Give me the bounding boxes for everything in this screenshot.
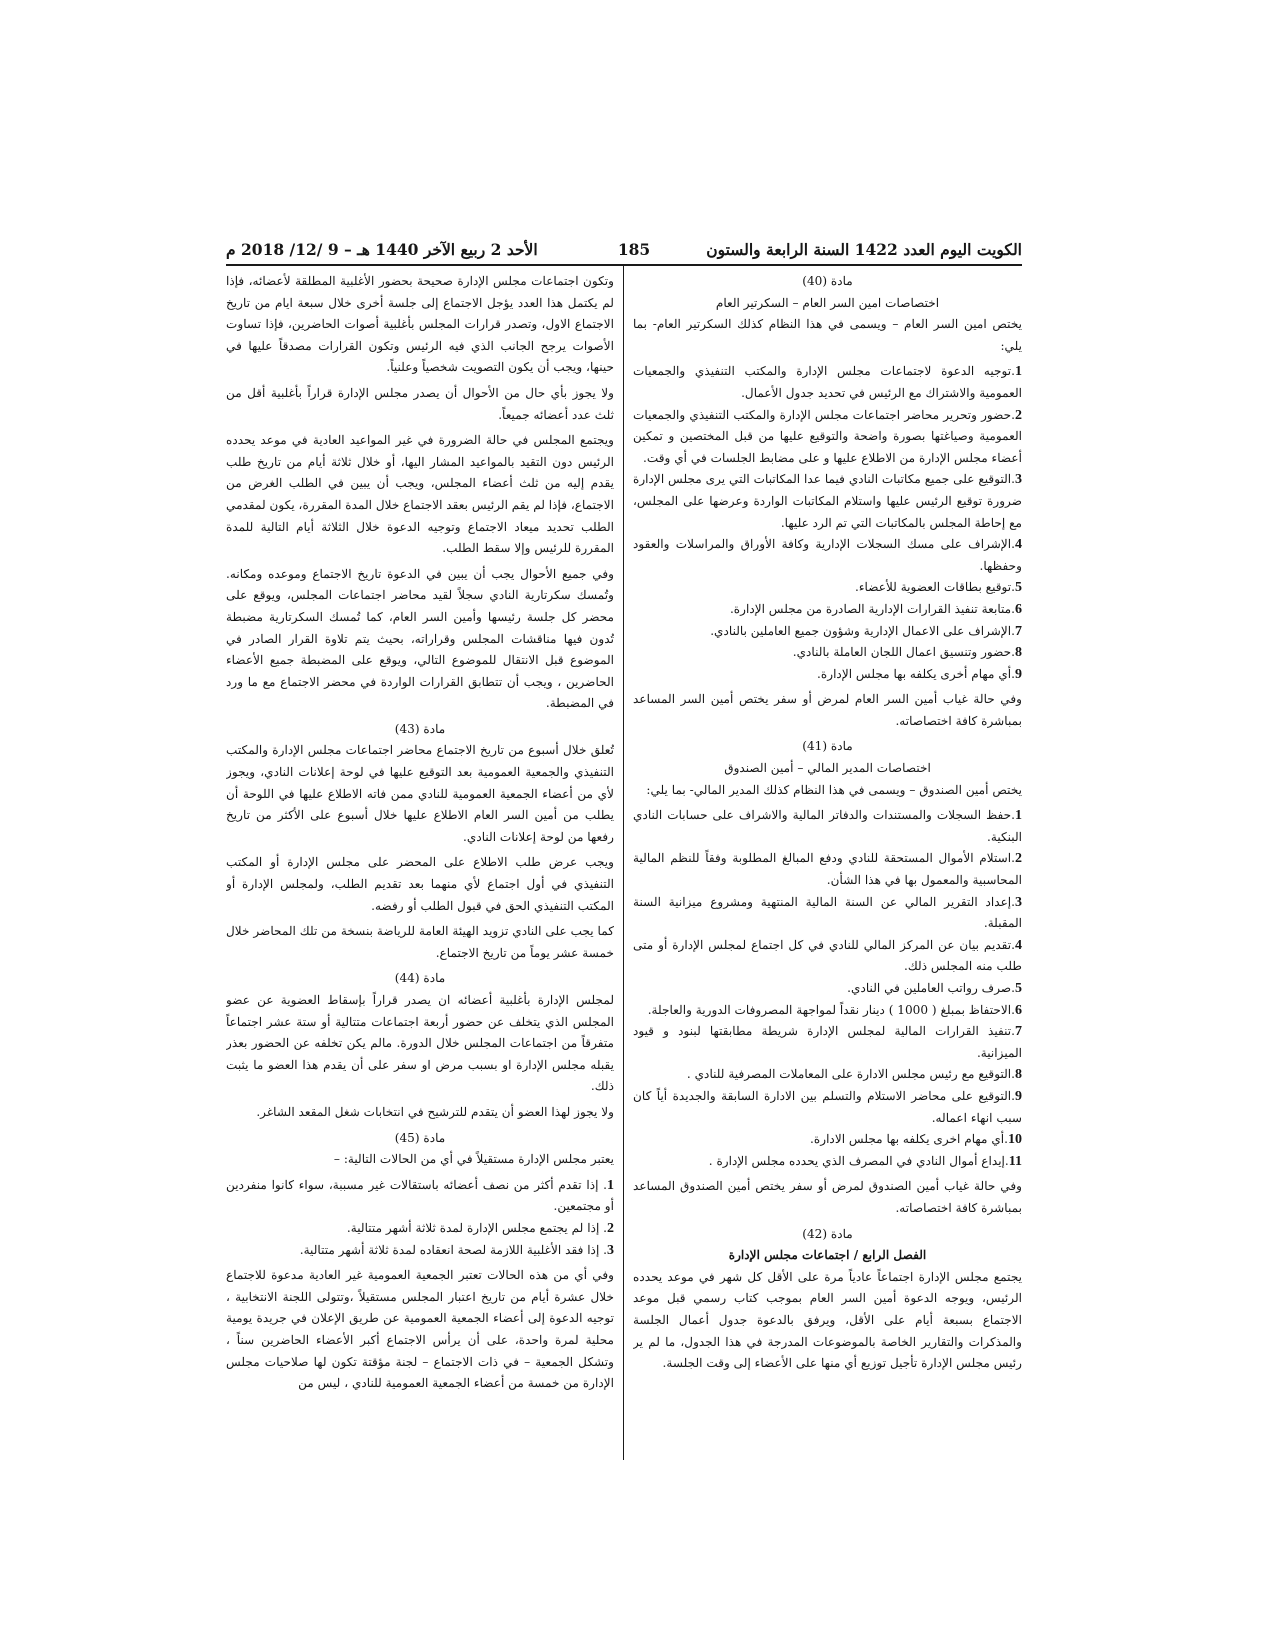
article-40-closing: وفي حالة غياب أمين السر العام لمرض أو سفر يختص أمين السر المساعد بمباشرة كافة اختصاصاته.: [633, 692, 1022, 728]
article-44-title: مادة (44): [394, 971, 446, 986]
list-item: 3. إذا فقد الأغلبية اللازمة لصحة انعقاده لمدة ثلاثة أشهر متتالية.: [299, 1242, 614, 1258]
page-header: [226, 236, 1022, 264]
article-41-intro: يختص أمين الصندوق – ويسمى في هذا النظام كذلك المدير المالي- بما يلي:: [646, 782, 1022, 797]
list-item: 4.تقديم بيان عن المركز المالي للنادي في كل اجتماع لمجلس الإدارة أو متى طلب منه المجلس ذلك.: [633, 937, 1022, 974]
column-divider: [623, 266, 624, 1460]
list-item: 8.حضور وتنسيق اعمال اللجان العاملة بالنادي.: [792, 645, 1022, 661]
article-40-title: مادة (40): [802, 274, 853, 288]
article-42-continued-p1: وتكون اجتماعات مجلس الإدارة صحيحة بحضور الأغلبية المطلقة لأعضائه، فإذا لم يكتمل هذا العدد يؤجل الاجتماع إلى جلسة أخرى خلال سبعة ايام من تاريخ الاجتماع الاول، وتصدر قرارات المجلس بأغلبية أصوات الحاضرين، فإذا تساوت الأصوات يرجح الجانب الذي فيه الرئيس وتكون القرارات مصدقاً عليها في حينها، ويجب أن يكون التصويت شخصياً وعلنياً.: [226, 274, 614, 375]
article-44-p1: لمجلس الإدارة بأغلبية أعضائه ان يصدر قراراً بإسقاط العضوية عن عضو المجلس الذي يتخلف عن حضور أربعة اجتماعات متتالية أو ستة عشر اجتماعاً متفرقاً من اجتماعات المجلس خلال الدورة. مالم يكن تخلفه عن الحضور بعذر يقبله مجلس الإدارة او بسبب مرض او سفر على أن يقدم هذا العضو ما يثبت ذلك.: [226, 993, 614, 1094]
left-column: [226, 271, 614, 1455]
article-40-subtitle: اختصاصات امين السر العام – السكرتير العام: [715, 295, 940, 310]
article-42-continued-p2: ولا يجوز بأي حال من الأحوال أن يصدر مجلس الإدارة قراراً بأغلبية أقل من ثلث عدد أعضائه جميعاً.: [226, 385, 614, 422]
article-42-body: يجتمع مجلس الإدارة اجتماعاً عادياً مرة على الأقل كل شهر في موعد يحدده الرئيس، ويوجه الدعوة أمين السر العام بموجب كتاب رسمي قبل موعد الاجتماع بسبعة أيام على الأقل، ويرفق بالدعوة جدول أعمال الجلسة والمذكرات والتقارير الخاصة بالموضوعات المدرجة في هذا الجدول، ما لم ير رئيس مجلس الإدارة تأجيل توزيع أي منها على الأعضاء إلى وقت الجلسة.: [633, 1269, 1022, 1371]
list-item: 7.الإشراف على الاعمال الإدارية وشؤون جميع العاملين بالنادي.: [710, 623, 1022, 639]
list-item: 2.استلام الأموال المستحقة للنادي ودفع المبالغ المطلوبة وفقاً للنظم المالية المحاسبية والمعمول بها في هذا الشأن.: [633, 851, 1022, 888]
list-item: 5.صرف رواتب العاملين في النادي.: [847, 981, 1022, 996]
list-item: 3.التوقيع على جميع مكاتبات النادي فيما عدا المكاتبات التي يرى مجلس الإدارة ضرورة توقيع الرئيس عليها واستلام المكاتبات الواردة وعرضها على المجلس، مع إحاطة المجلس بالمكاتبات التي تم الرد عليها.: [633, 472, 1022, 530]
list-item: 3.إعداد التقرير المالي عن السنة المالية المنتهية ومشروع ميزانية السنة المقبلة.: [633, 894, 1022, 931]
list-item: 1. إذا تقدم أكثر من نصف أعضائه باستقالات غير مسببة، سواء كانوا منفردين أو مجتمعين.: [226, 1177, 614, 1214]
article-41-list: [633, 805, 1022, 1172]
article-42-continued-p4: وفي جميع الأحوال يجب أن يبين في الدعوة تاريخ الاجتماع وموعده ومكانه. وتُمسك سكرتارية النادي سجلاً لقيد محاضر اجتماعات المجلس، ويوقع على محضر كل جلسة رئيسها وأمين السر العام، كما تُمسك السكرتارية مضبطة تُدون فيها مناقشات المجلس وقراراته، بحيث يتم تلاوة القرار الصادر في الموضوع قبل الانتقال للموضوع التالي، ويوقع على المضبطة جميع الأعضاء الحاضرين ، ويجب أن تتطابق القرارات الواردة في محضر الاجتماع مع ما ورد في المضبطة.: [226, 566, 614, 711]
list-item: 2.حضور وتحرير محاضر اجتماعات مجلس الإدارة والمكتب التنفيذي والجمعيات العمومية وصياغتها بصورة واضحة والتوقيع عليها من قبل المختصين و تمكين أعضاء مجلس الإدارة من الاطلاع عليها و على مضابط الجلسات في أي وقت.: [633, 407, 1022, 465]
list-item: 5.توقيع بطاقات العضوية للأعضاء.: [855, 580, 1022, 596]
list-item: 2. إذا لم يجتمع مجلس الإدارة لمدة ثلاثة أشهر متتالية.: [346, 1220, 614, 1236]
article-40-list: [633, 361, 1022, 685]
article-40-intro: يختص امين السر العام – ويسمى في هذا النظام كذلك السكرتير العام- بما يلي:: [633, 317, 1022, 353]
list-item: 8.التوقيع مع رئيس مجلس الادارة على المعاملات المصرفية للنادي .: [686, 1067, 1022, 1083]
article-41-subtitle: اختصاصات المدير المالي – أمين الصندوق: [724, 761, 931, 776]
article-43-p3: كما يجب على النادي تزويد الهيئة العامة للرياضة بنسخة من تلك المحاضر خلال خمسة عشر يوماً من تاريخ الاجتماع.: [226, 924, 614, 960]
article-41-title: مادة (41): [802, 739, 853, 754]
list-item: 1.توجيه الدعوة لاجتماعات مجلس الإدارة والمكتب التنفيذي والجمعيات العمومية والاشتراك مع الرئيس في تحديد جدول الأعمال.: [633, 364, 1022, 400]
article-43-title: مادة (43): [394, 721, 446, 736]
header-rule: [226, 264, 1022, 266]
list-item: 10.أي مهام اخرى يكلفه بها مجلس الادارة.: [810, 1132, 1022, 1148]
list-item: 6.متابعة تنفيذ القرارات الإدارية الصادرة من مجلس الإدارة.: [729, 601, 1022, 617]
page-number: 185: [617, 240, 651, 259]
article-43-p2: ويجب عرض طلب الاطلاع على المحضر على مجلس الإدارة أو المكتب التنفيذي في أول اجتماع لأي منهما بعد تقديم الطلب، ولمجلس الإدارة أو المكتب التنفيذي الحق في قبول الطلب أو رفضه.: [226, 855, 614, 913]
list-item: 9.التوقيع على محاضر الاستلام والتسلم بين الادارة السابقة والجديدة أياً كان سبب انهاء اعماله.: [633, 1088, 1022, 1125]
article-45-list: [226, 1175, 614, 1261]
list-item: 1.حفظ السجلات والمستندات والدفاتر المالية والاشراف على حسابات النادي البنكية.: [633, 808, 1022, 844]
header-publication: الكويت اليوم العدد 1422 السنة الرابعة والستون: [706, 240, 1022, 259]
header-date: الأحد 2 ربيع الآخر 1440 هـ – 9 /12/ 2018 م: [226, 240, 538, 259]
list-item: 7.تنفيذ القرارات المالية لمجلس الإدارة شريطة مطابقتها لبنود و قيود الميزانية.: [633, 1024, 1022, 1060]
list-item: 9.أي مهام أخرى يكلفه بها مجلس الإدارة.: [817, 666, 1022, 682]
article-41-closing: وفي حالة غياب أمين الصندوق لمرض أو سفر يختص أمين الصندوق المساعد بمباشرة كافة اختصاصاته.: [633, 1179, 1022, 1215]
list-item: 4.الإشراف على مسك السجلات الإدارية وكافة الأوراق والمراسلات والعقود وحفظها.: [633, 537, 1022, 573]
article-43-p1: تُعلق خلال أسبوع من تاريخ الاجتماع محاضر اجتماعات مجلس الإدارة والمكتب التنفيذي والجمعية العمومية بعد التوقيع عليها في لوحة إعلانات النادي، ويجوز لأي من أعضاء الجمعية العمومية للنادي ممن فاته الاطلاع عليها في اللوحة أن يطلب من أمين السر العام الاطلاع عليها خلال أسبوع على الأكثر من تاريخ رفعها من لوحة إعلانات النادي.: [226, 743, 614, 844]
chapter-heading: الفصل الرابع / اجتماعات مجلس الإدارة: [728, 1248, 927, 1263]
article-45-title: مادة (45): [394, 1130, 446, 1145]
article-45-closing: وفي أي من هذه الحالات تعتبر الجمعية العمومية غير العادية مدعوة للاجتماع خلال عشرة أيام من تاريخ اعتبار المجلس مستقيلاً ،وتتولى اللجنة الانتخابية ، توجيه الدعوة إلى أعضاء الجمعية العمومية عن طريق الإعلان في جريدة يومية محلية لمرة واحدة، على أن يرأس الاجتماع أكبر الأعضاء الحاضرين سناً ، وتشكل الجمعية – في ذات الاجتماع – لجنة مؤقتة تكون لها صلاحيات مجلس الإدارة من خمسة من أعضاء الجمعية العمومية للنادي ، ليس من: [226, 1268, 614, 1391]
list-item: 6.الاحتفاظ بمبلغ ( 1000 ) دينار نقداً لمواجهة المصروفات الدورية والعاجلة.: [647, 1002, 1022, 1018]
list-item: 11.إيداع أموال النادي في المصرف الذي يحدده مجلس الإدارة .: [708, 1153, 1022, 1169]
article-44-p2: ولا يجوز لهذا العضو أن يتقدم للترشيح في انتخابات شغل المقعد الشاغر.: [256, 1104, 614, 1119]
article-42-title: مادة (42): [802, 1226, 853, 1241]
article-42-continued-p3: ويجتمع المجلس في حالة الضرورة في غير المواعيد العادية في موعد يحدده الرئيس دون التقيد بالمواعيد المشار اليها، أو خلال ثلاثة أيام من تاريخ طلب يقدم إليه من ثلث أعضاء المجلس، ويجب أن يبين في الطلب الغرض من الاجتماع، فإذا لم يقم الرئيس بعقد الاجتماع خلال المدة المقررة، يكون لمقدمي الطلب تحديد ميعاد الاجتماع وتوجيه الدعوة خلال الثلاثة أيام التالية للمدة المقررة للرئيس وإلا سقط الطلب.: [226, 433, 614, 556]
right-column: [633, 271, 1022, 1455]
article-45-intro: يعتبر مجلس الإدارة مستقيلاً في أي من الحالات التالية: –: [333, 1152, 614, 1167]
